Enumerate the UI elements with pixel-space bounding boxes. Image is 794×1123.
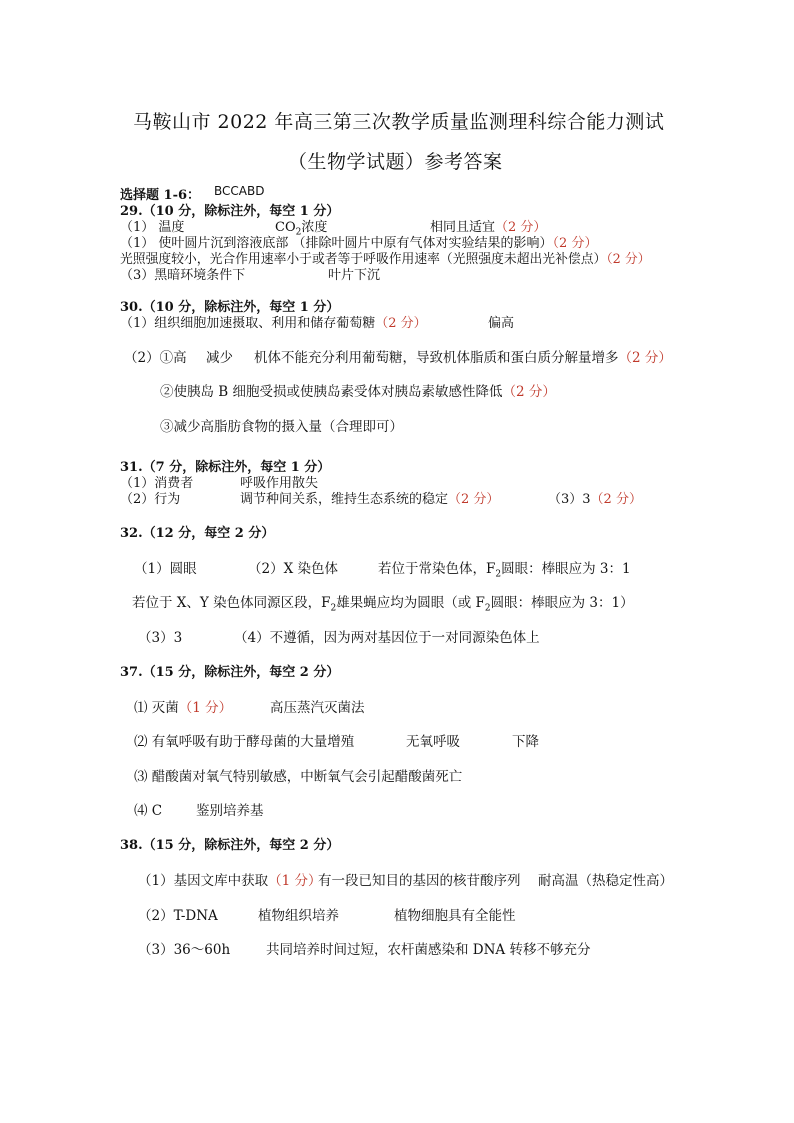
score-mark: （2 分） xyxy=(618,350,672,366)
q31-line1-b: 呼吸作用散失 xyxy=(240,476,319,491)
q38-line3-a: （3）36～60h xyxy=(138,942,231,958)
score-mark: （2 分） xyxy=(590,492,642,507)
q38-line3-b: 共同培养时间过短，农杆菌感染和 DNA 转移不够充分 xyxy=(266,942,591,958)
mc-answer: BCCABD xyxy=(214,184,265,198)
q32-line3-b: （4）不遵循，因为两对基因位于一对同源染色体上 xyxy=(234,630,540,646)
page-subtitle: （生物学试题）参考答案 xyxy=(288,151,503,173)
q37-line1-a: ⑴ 灭菌（1 分） xyxy=(134,700,233,716)
q29-line1-a: （1） 温度 xyxy=(120,220,185,235)
score-mark: （1 分） xyxy=(268,873,322,889)
q30-line3: ②使胰岛 B 细胞受损或使胰岛素受体对胰岛素敏感性降低（2 分） xyxy=(160,384,556,400)
q29-line4-b: 叶片下沉 xyxy=(328,268,381,283)
q29-line1-c: 相同且适宜（2 分） xyxy=(430,220,547,235)
q31-line2-b: 调节种间关系，维持生态系统的稳定（2 分） xyxy=(240,492,500,507)
q32-line1-c: 若位于常染色体，$F_2$圆眼：棒眼应为 3：1 xyxy=(378,561,631,580)
score-mark: （2 分） xyxy=(448,492,500,507)
q38-line1-b: 有一段已知目的基因的核苷酸序列 xyxy=(318,873,521,889)
score-mark: （2 分） xyxy=(495,220,547,235)
q37-line2-c: 下降 xyxy=(512,734,539,750)
score-mark: （1 分） xyxy=(178,700,233,716)
q30-line1-b: 偏高 xyxy=(488,316,515,331)
q30-line4: ③减少高脂肪食物的摄入量（合理即可） xyxy=(160,419,403,435)
page-title: 马鞍山市 2022 年高三第三次教学质量监测理科综合能力测试 xyxy=(133,111,665,133)
q38-heading: 38.（15 分，除标注外，每空 2 分） xyxy=(120,838,340,853)
q32-heading: 32.（12 分，每空 2 分） xyxy=(120,526,275,541)
q37-line2-a: ⑵ 有氧呼吸有助于酵母菌的大量增殖 xyxy=(134,734,355,750)
q30-heading: 30.（10 分，除标注外，每空 1 分） xyxy=(120,300,340,315)
q32-line3-a: （3）3 xyxy=(138,630,183,646)
q29-line4-a: （3）黑暗环境条件下 xyxy=(120,268,246,283)
q30-line2-b: 减少 xyxy=(206,350,233,366)
q29-line1-b: $CO_2$浓度 xyxy=(275,220,328,238)
q32-line1-a: （1）圆眼 xyxy=(134,561,197,577)
q37-line2-b: 无氧呼吸 xyxy=(406,734,460,750)
q38-line2-a: （2）T-DNA xyxy=(138,908,218,924)
q32-line1-b: （2）X 染色体 xyxy=(248,561,338,577)
q37-line4-a: ⑷ C xyxy=(134,803,163,819)
q37-line3: ⑶ 醋酸菌对氧气特别敏感，中断氧气会引起醋酸菌死亡 xyxy=(134,769,463,785)
q37-line1-b: 高压蒸汽灭菌法 xyxy=(270,700,365,716)
q29-heading: 29.（10 分，除标注外，每空 1 分） xyxy=(120,204,340,219)
score-mark: （2 分） xyxy=(375,316,427,331)
q31-line1-a: （1）消费者 xyxy=(120,476,194,491)
q30-line2-c: 机体不能充分利用葡萄糖，导致机体脂质和蛋白质分解量增多（2 分） xyxy=(254,350,672,366)
q31-line2-c: （3）3（2 分） xyxy=(548,492,642,507)
q37-heading: 37.（15 分，除标注外，每空 2 分） xyxy=(120,665,340,680)
q29-line2: （1） 使叶圆片沉到溶液底部 （排除叶圆片中原有气体对实验结果的影响）（2 分） xyxy=(120,236,598,251)
mc-label: 选择题 1-6： xyxy=(120,188,201,203)
q38-line1-a: （1）基因文库中获取（1 分） xyxy=(138,873,322,889)
q32-line2: 若位于 X、Y 染色体同源区段，$F_2$雄果蝇应均为圆眼（或 $F_2$圆眼：棒眼应为 3：1） xyxy=(132,595,634,614)
score-mark: （2 分） xyxy=(502,384,556,400)
q37-line4-b: 鉴别培养基 xyxy=(196,803,264,819)
q38-line2-b: 植物组织培养 xyxy=(258,908,339,924)
score-mark: （2 分） xyxy=(606,252,651,267)
q31-heading: 31.（7 分，除标注外，每空 1 分） xyxy=(120,460,331,475)
q30-line1-a: （1）组织细胞加速摄取、利用和储存葡萄糖（2 分） xyxy=(120,316,427,331)
score-mark: （2 分） xyxy=(552,236,598,251)
q30-line2-a: （2）①高 xyxy=(124,350,187,366)
q38-line1-c: 耐高温（热稳定性高） xyxy=(538,873,673,889)
q31-line2-a: （2）行为 xyxy=(120,492,181,507)
q29-line3: 光照强度较小，光合作用速率小于或者等于呼吸作用速率（光照强度未超出光补偿点）（2 分） xyxy=(120,252,651,267)
q38-line2-c: 植物细胞具有全能性 xyxy=(394,908,516,924)
